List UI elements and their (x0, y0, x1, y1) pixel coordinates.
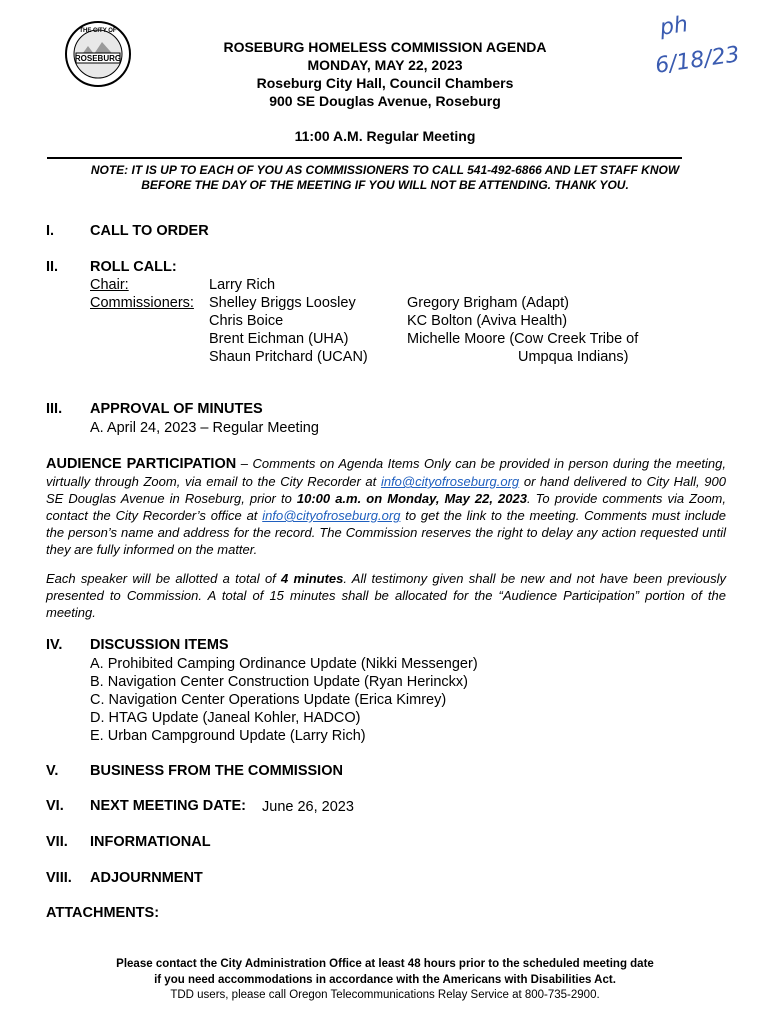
svg-text:ROSEBURG: ROSEBURG (74, 54, 122, 63)
discussion-item: D. HTAG Update (Janeal Kohler, HADCO) (90, 710, 361, 726)
deadline-text: 10:00 a.m. on Monday, May 22, 2023 (296, 491, 527, 506)
commissioner-name: Chris Boice (209, 313, 284, 329)
text-span: . To provide comments via Zoom, contact the City Recorder’s office at (46, 491, 726, 523)
meeting-address: 900 SE Douglas Avenue, Roseburg (269, 93, 501, 109)
commissioner-name: Shelley Briggs Loosley (209, 295, 356, 311)
footer-accommodation-line1: Please contact the City Administration Office at least 48 hours prior to the scheduled meeting date (116, 958, 654, 970)
text-span: Comments on Agenda Items Only can be provided in person during the meeting, virtually through Zoom, via email to the City Recorder at (46, 456, 726, 489)
handwritten-initials: ph (658, 12, 690, 41)
next-meeting-date-value: June 26, 2023 (262, 799, 354, 815)
meeting-time: 11:00 A.M. Regular Meeting (294, 128, 476, 144)
section-number: I. (46, 223, 55, 239)
text-span: to get the link to the meeting. Comments must include the person’s name and address for the record. The Commission reserves the right to delay any action requested until they are fully informed on the matter. (46, 508, 726, 557)
section-roll-call: ROLL CALL: (90, 259, 177, 275)
svg-text:THE CITY OF: THE CITY OF (79, 28, 117, 34)
chair-label: Chair: (90, 277, 129, 293)
section-approval-of-minutes: APPROVAL OF MINUTES (90, 401, 263, 417)
discussion-item: B. Navigation Center Construction Update (Ryan Herinckx) (90, 674, 468, 690)
text-span: – (236, 456, 253, 471)
section-next-meeting-date: NEXT MEETING DATE: (90, 798, 247, 814)
section-number: III. (46, 401, 63, 417)
text-span: or hand delivered to City Hall, 900 SE Douglas Avenue in Roseburg, prior to (46, 474, 726, 506)
time-limit: 4 minutes (281, 571, 344, 586)
section-call-to-order: CALL TO ORDER (90, 223, 209, 239)
email-link[interactable]: info@cityofroseburg.org (380, 474, 520, 489)
commissioner-name: Gregory Brigham (Adapt) (407, 295, 569, 311)
handwritten-date: 6/18/23 (653, 42, 742, 79)
commissioners-label: Commissioners: (90, 295, 194, 311)
speaker-time-paragraph (46, 570, 726, 621)
footer-tdd-line: TDD users, please call Oregon Telecommunications Relay Service at 800-735-2900. (170, 989, 600, 1001)
minutes-item: A. April 24, 2023 – Regular Meeting (90, 420, 319, 436)
commissioner-name: Brent Eichman (UHA) (209, 331, 349, 347)
meeting-date: MONDAY, MAY 22, 2023 (307, 57, 463, 73)
section-number: V. (46, 763, 59, 779)
section-number: II. (46, 259, 59, 275)
agenda-title: ROSEBURG HOMELESS COMMISSION AGENDA (223, 39, 547, 55)
meeting-location: Roseburg City Hall, Council Chambers (256, 75, 514, 91)
section-number: VI. (46, 798, 64, 814)
section-informational: INFORMATIONAL (90, 834, 211, 850)
header-rule (47, 157, 682, 159)
audience-participation-heading: AUDIENCE PARTICIPATION (46, 456, 237, 472)
section-discussion-items: DISCUSSION ITEMS (90, 637, 229, 653)
chair-name: Larry Rich (209, 277, 276, 293)
discussion-item: E. Urban Campground Update (Larry Rich) (90, 728, 366, 744)
commissioner-name: KC Bolton (Aviva Health) (407, 313, 568, 329)
commissioner-name: Michelle Moore (Cow Creek Tribe of (407, 331, 639, 347)
section-number: IV. (46, 637, 63, 653)
footer-accommodation-line2: if you need accommodations in accordance with the Americans with Disabilities Act. (154, 974, 616, 986)
section-number: VII. (46, 834, 68, 850)
discussion-item: A. Prohibited Camping Ordinance Update (Nikki Messenger) (90, 656, 478, 672)
audience-participation-paragraph (46, 455, 726, 558)
text-span: Each speaker will be allotted a total of (46, 571, 282, 586)
commissioner-name-cont: Umpqua Indians) (518, 349, 629, 365)
section-adjournment: ADJOURNMENT (90, 870, 203, 886)
attendance-note-line1: NOTE: IT IS UP TO EACH OF YOU AS COMMISSIONERS TO CALL 541-492-6866 AND LET STAFF KNOW (90, 163, 680, 177)
discussion-item: C. Navigation Center Operations Update (Erica Kimrey) (90, 692, 447, 708)
section-business-from-commission: BUSINESS FROM THE COMMISSION (90, 763, 343, 779)
text-span: . All testimony given shall be new and not have been previously presented to Commission. A total of 15 minutes shall be allocated for the “Audience Participation” portion of the meeting. (46, 571, 726, 620)
commissioner-name: Shaun Pritchard (UCAN) (209, 349, 368, 365)
city-seal-logo (64, 20, 132, 88)
email-link[interactable]: info@cityofroseburg.org (262, 508, 401, 523)
section-number: VIII. (46, 870, 72, 886)
attachments-heading: ATTACHMENTS: (46, 905, 160, 921)
attendance-note-line2: BEFORE THE DAY OF THE MEETING IF YOU WILL NOT BE ATTENDING. THANK YOU. (141, 178, 629, 192)
